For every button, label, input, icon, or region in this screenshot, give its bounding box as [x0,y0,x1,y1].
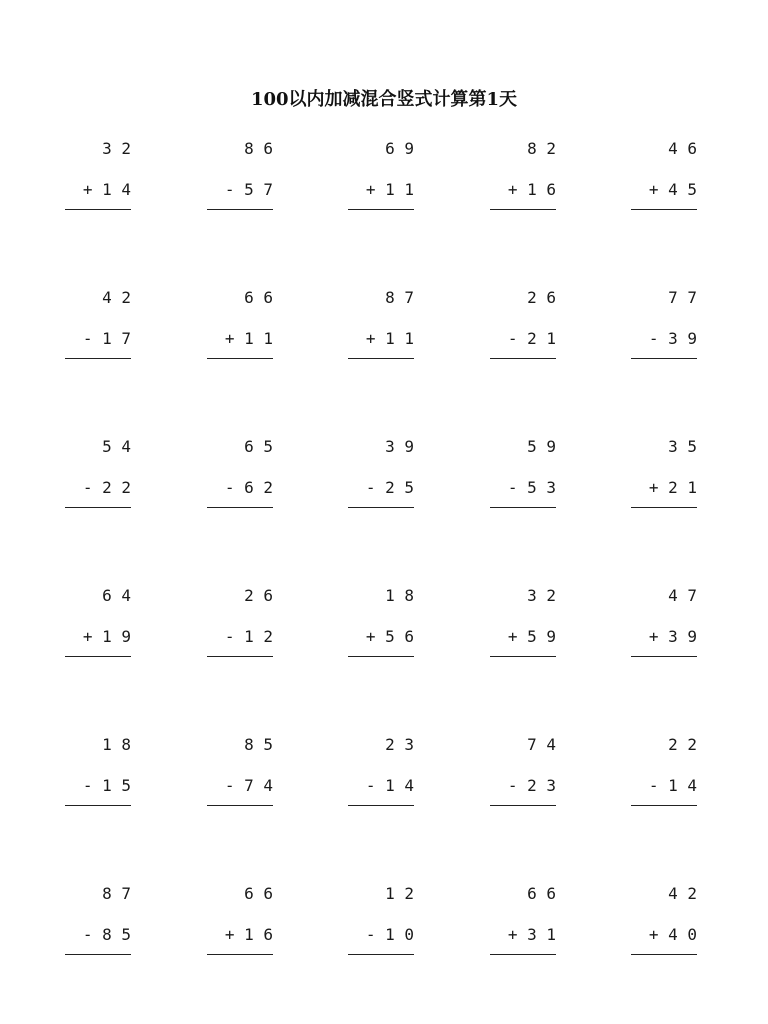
operator-and-bottom-number [83,627,131,647]
operator-and-bottom-number [366,329,414,349]
problem-1-1 [65,139,131,219]
page-title: 100以内加减混合竖式计算第1天 [250,89,518,110]
problem-6-4 [490,884,556,964]
bottom-number: 2 1 [668,478,697,497]
answer-line [65,358,131,359]
top-number: 2 6 [244,586,273,605]
plus-operator: + [507,627,518,646]
top-number: 6 4 [102,586,131,605]
problem-6-2 [207,884,273,964]
answer-line [348,954,414,955]
bottom-number: 2 5 [385,478,414,497]
operator-and-bottom-number [649,329,697,349]
operator-and-bottom-number [366,925,414,945]
operator-and-bottom-number [649,180,697,200]
problem-1-3 [348,139,414,219]
problem-5-1 [65,735,131,815]
operator-and-bottom-number [83,180,131,200]
problem-4-3 [348,586,414,666]
bottom-number: 7 4 [244,776,273,795]
problem-4-2 [207,586,273,666]
answer-line [631,209,697,210]
top-number: 4 7 [668,586,697,605]
problem-6-1 [65,884,131,964]
plus-operator: + [224,925,235,944]
operator-and-bottom-number [366,776,414,796]
answer-line [490,656,556,657]
top-number: 4 2 [102,288,131,307]
answer-line [65,656,131,657]
operator-and-bottom-number [366,478,414,498]
top-number: 8 6 [244,139,273,158]
answer-line [348,358,414,359]
top-number: 6 6 [244,884,273,903]
answer-line [207,656,273,657]
problem-6-5 [631,884,697,964]
plus-operator: + [365,627,376,646]
bottom-number: 5 6 [385,627,414,646]
plus-operator: + [648,627,659,646]
problem-6-3 [348,884,414,964]
top-number: 1 2 [385,884,414,903]
minus-operator: - [507,329,518,348]
top-number: 8 5 [244,735,273,754]
answer-line [631,656,697,657]
operator-and-bottom-number [83,478,131,498]
bottom-number: 4 0 [668,925,697,944]
answer-line [631,805,697,806]
problem-5-4 [490,735,556,815]
problem-1-2 [207,139,273,219]
top-number: 6 6 [527,884,556,903]
top-number: 3 2 [102,139,131,158]
answer-line [65,805,131,806]
problem-3-3 [348,437,414,517]
bottom-number: 1 1 [385,329,414,348]
bottom-number: 1 2 [244,627,273,646]
problem-4-5 [631,586,697,666]
minus-operator: - [224,627,235,646]
problem-4-4 [490,586,556,666]
answer-line [631,954,697,955]
minus-operator: - [365,478,376,497]
operator-and-bottom-number [508,329,556,349]
answer-line [65,507,131,508]
answer-line [490,507,556,508]
operator-and-bottom-number [649,478,697,498]
bottom-number: 1 0 [385,925,414,944]
top-number: 6 6 [244,288,273,307]
problem-2-1 [65,288,131,368]
minus-operator: - [365,776,376,795]
answer-line [207,805,273,806]
answer-line [631,507,697,508]
top-number: 8 7 [385,288,414,307]
bottom-number: 1 9 [102,627,131,646]
answer-line [348,507,414,508]
minus-operator: - [507,776,518,795]
minus-operator: - [648,329,659,348]
minus-operator: - [648,776,659,795]
answer-line [348,656,414,657]
problem-1-4 [490,139,556,219]
bottom-number: 4 5 [668,180,697,199]
operator-and-bottom-number [508,478,556,498]
plus-operator: + [507,925,518,944]
answer-line [490,209,556,210]
operator-and-bottom-number [83,925,131,945]
operator-and-bottom-number [83,776,131,796]
bottom-number: 6 2 [244,478,273,497]
operator-and-bottom-number [366,180,414,200]
answer-line [207,358,273,359]
operator-and-bottom-number [366,627,414,647]
minus-operator: - [82,478,93,497]
bottom-number: 3 9 [668,329,697,348]
answer-line [490,954,556,955]
bottom-number: 1 1 [385,180,414,199]
plus-operator: + [507,180,518,199]
answer-line [207,209,273,210]
operator-and-bottom-number [649,776,697,796]
top-number: 7 4 [527,735,556,754]
problem-3-2 [207,437,273,517]
problem-5-5 [631,735,697,815]
minus-operator: - [82,329,93,348]
top-number: 4 2 [668,884,697,903]
operator-and-bottom-number [508,776,556,796]
problem-2-2 [207,288,273,368]
operator-and-bottom-number [225,925,273,945]
bottom-number: 1 4 [102,180,131,199]
top-number: 1 8 [385,586,414,605]
operator-and-bottom-number [225,627,273,647]
minus-operator: - [82,925,93,944]
operator-and-bottom-number [649,627,697,647]
top-number: 8 7 [102,884,131,903]
top-number: 6 9 [385,139,414,158]
answer-line [348,805,414,806]
bottom-number: 1 4 [668,776,697,795]
answer-line [490,358,556,359]
operator-and-bottom-number [508,180,556,200]
operator-and-bottom-number [225,180,273,200]
problem-2-3 [348,288,414,368]
top-number: 5 9 [527,437,556,456]
top-number: 2 2 [668,735,697,754]
answer-line [490,805,556,806]
top-number: 3 5 [668,437,697,456]
minus-operator: - [365,925,376,944]
top-number: 2 3 [385,735,414,754]
minus-operator: - [224,776,235,795]
problem-3-5 [631,437,697,517]
top-number: 2 6 [527,288,556,307]
operator-and-bottom-number [225,329,273,349]
bottom-number: 5 3 [527,478,556,497]
problem-3-4 [490,437,556,517]
top-number: 3 9 [385,437,414,456]
answer-line [631,358,697,359]
problem-5-2 [207,735,273,815]
operator-and-bottom-number [649,925,697,945]
top-number: 8 2 [527,139,556,158]
bottom-number: 1 7 [102,329,131,348]
problem-3-1 [65,437,131,517]
problem-2-5 [631,288,697,368]
plus-operator: + [648,925,659,944]
minus-operator: - [224,180,235,199]
plus-operator: + [648,478,659,497]
bottom-number: 2 1 [527,329,556,348]
bottom-number: 1 1 [244,329,273,348]
top-number: 1 8 [102,735,131,754]
operator-and-bottom-number [508,627,556,647]
plus-operator: + [224,329,235,348]
operator-and-bottom-number [508,925,556,945]
problem-1-5 [631,139,697,219]
top-number: 3 2 [527,586,556,605]
bottom-number: 1 5 [102,776,131,795]
answer-line [207,507,273,508]
operator-and-bottom-number [83,329,131,349]
answer-line [65,209,131,210]
bottom-number: 1 6 [527,180,556,199]
bottom-number: 5 7 [244,180,273,199]
problem-4-1 [65,586,131,666]
plus-operator: + [365,180,376,199]
top-number: 7 7 [668,288,697,307]
answer-line [207,954,273,955]
bottom-number: 3 1 [527,925,556,944]
bottom-number: 5 9 [527,627,556,646]
plus-operator: + [82,180,93,199]
top-number: 6 5 [244,437,273,456]
bottom-number: 1 6 [244,925,273,944]
minus-operator: - [82,776,93,795]
operator-and-bottom-number [225,776,273,796]
answer-line [348,209,414,210]
bottom-number: 2 3 [527,776,556,795]
minus-operator: - [224,478,235,497]
bottom-number: 2 2 [102,478,131,497]
plus-operator: + [82,627,93,646]
bottom-number: 8 5 [102,925,131,944]
problem-5-3 [348,735,414,815]
answer-line [65,954,131,955]
top-number: 4 6 [668,139,697,158]
minus-operator: - [507,478,518,497]
plus-operator: + [365,329,376,348]
top-number: 5 4 [102,437,131,456]
problem-2-4 [490,288,556,368]
operator-and-bottom-number [225,478,273,498]
bottom-number: 3 9 [668,627,697,646]
plus-operator: + [648,180,659,199]
bottom-number: 1 4 [385,776,414,795]
